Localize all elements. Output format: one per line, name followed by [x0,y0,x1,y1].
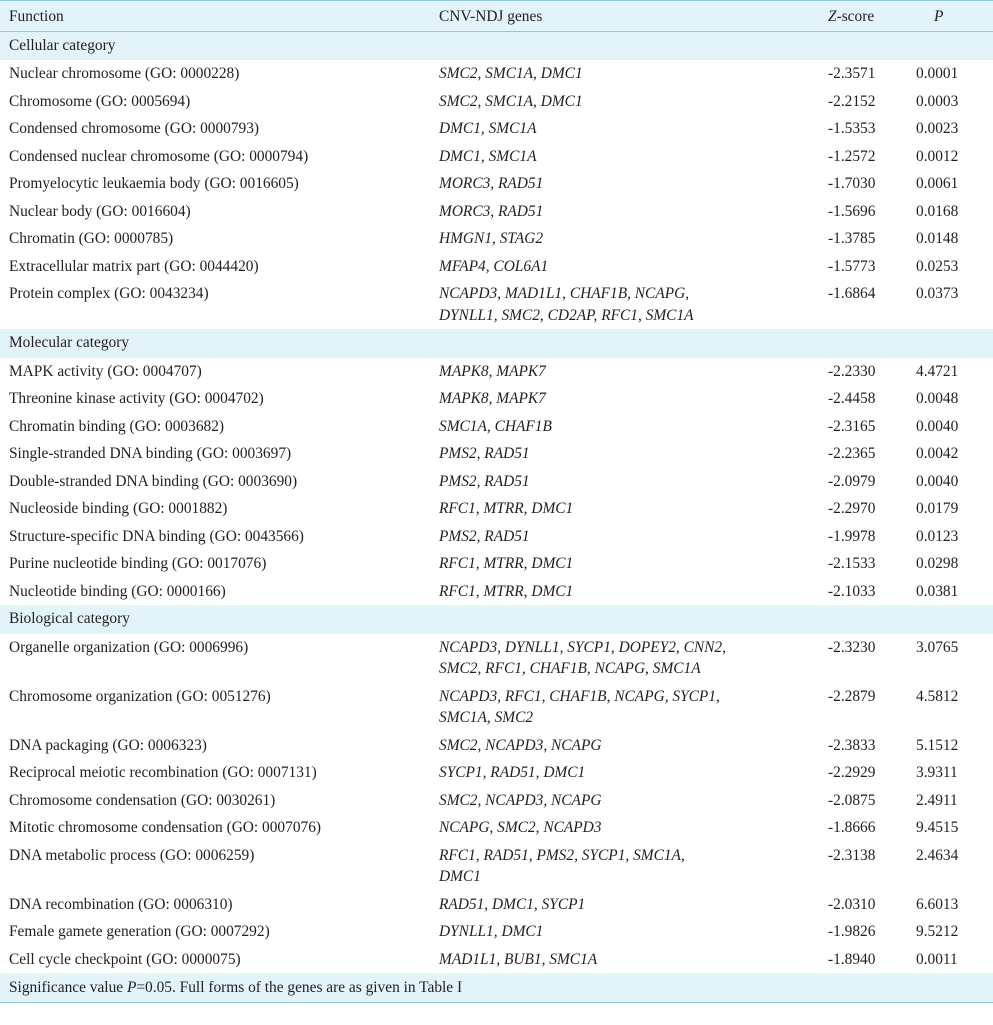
genes-cell [430,60,818,88]
header-genes: CNV-NDJ genes [430,1,818,32]
table-row [0,225,993,253]
p-value-cell: 6.6013 [916,895,959,913]
p-value-cell: 0.0040 [916,417,959,435]
zscore-cell: -2.0875 [828,791,876,809]
zscore-cell: -2.2970 [828,500,876,517]
genes-line: SMC2, NCAPD3, NCAPG [439,736,602,754]
table-row [0,143,993,171]
genes-line: SYCP1, RAD51, DMC1 [439,764,586,781]
p-value-cell: 0.0061 [916,175,959,192]
genes-cell [430,814,818,842]
genes-cell [430,253,818,281]
genes-line: RFC1, RAD51, PMS2, SYCP1, SMC1A, [439,846,685,864]
genes-cell [430,280,818,329]
genes-line: DMC1, SMC1A [439,120,537,137]
genes-cell [430,143,818,171]
header-function: Function [0,1,430,32]
genes-line: SMC2, NCAPD3, NCAPG [439,791,602,809]
genes-line: MAPK8, MAPK7 [439,362,546,380]
genes-line: PMS2, RAD51 [439,527,530,545]
p-value-cell: 0.0123 [916,527,959,545]
table-row [0,842,993,891]
p-value-cell: 4.4721 [916,362,959,380]
zscore-cell: -1.2572 [828,147,876,165]
genes-cell [430,578,818,606]
genes-line: MFAP4, COL6A1 [439,257,549,275]
function-cell: Chromatin (GO: 0000785) [9,230,174,247]
zscore-cell: -2.3571 [828,65,876,82]
function-cell: Structure-specific DNA binding (GO: 0043566) [9,527,304,545]
function-cell: Purine nucleotide binding (GO: 0017076) [9,555,267,572]
p-value-cell: 0.0040 [916,472,959,490]
table-row [0,170,993,198]
p-value-cell: 2.4911 [916,791,958,809]
function-cell: Chromosome condensation (GO: 0030261) [9,791,276,809]
genes-line: SMC2, SMC1A, DMC1 [439,92,583,110]
table-row [0,523,993,551]
function-cell: Chromosome organization (GO: 0051276) [9,687,271,705]
zscore-cell: -2.3833 [828,736,876,754]
function-cell: Nucleotide binding (GO: 0000166) [9,582,226,600]
table-row [0,634,993,683]
table-row [0,918,993,946]
zscore-cell: -2.2879 [828,687,876,705]
genes-cell [430,732,818,760]
genes-cell [430,523,818,551]
function-cell: Chromosome (GO: 0005694) [9,92,191,110]
zscore-cell: -1.6864 [828,285,876,302]
genes-line: RFC1, MTRR, DMC1 [439,555,574,572]
function-cell: Cell cycle checkpoint (GO: 0000075) [9,950,241,968]
p-value-cell: 5.1512 [916,736,959,754]
genes-line: NCAPD3, RFC1, CHAF1B, NCAPG, SYCP1, [439,687,720,705]
function-cell: Single-stranded DNA binding (GO: 0003697) [9,445,292,462]
genes-line: HMGN1, STAG2 [439,230,544,247]
genes-line: SMC1A, SMC2 [439,709,534,726]
genes-cell [430,634,818,683]
p-value-cell: 9.4515 [916,819,959,836]
function-cell: Mitotic chromosome condensation (GO: 0007076) [9,819,322,836]
genes-cell [430,358,818,386]
table-body [0,31,993,973]
genes-cell [430,225,818,253]
table-row [0,946,993,974]
header-p: P [914,1,993,32]
genes-line: NCAPD3, MAD1L1, CHAF1B, NCAPG, [439,285,690,302]
zscore-cell: -1.8666 [828,819,876,836]
genes-cell [430,170,818,198]
table-row [0,578,993,606]
genes-line: MORC3, RAD51 [439,175,544,192]
p-value-cell: 0.0003 [916,92,959,110]
genes-line: DYNLL1, DMC1 [439,923,544,940]
zscore-cell: -2.3230 [828,638,876,656]
genes-cell [430,440,818,468]
genes-line: MAPK8, MAPK7 [439,390,546,407]
p-value-cell: 4.5812 [916,687,959,705]
zscore-cell: -1.9978 [828,527,876,545]
p-value-cell: 0.0373 [916,285,959,302]
zscore-cell: -1.9826 [828,923,876,940]
table-row [0,413,993,441]
header-row [0,1,993,32]
function-cell: Condensed nuclear chromosome (GO: 0000794) [9,147,309,165]
genes-cell [430,468,818,496]
p-value-cell: 0.0011 [916,950,958,968]
table-row [0,385,993,413]
genes-cell [430,413,818,441]
p-value-cell: 9.5212 [916,923,959,940]
footnote-post: =0.05. Full forms of the genes are as given in Table I [136,979,463,996]
function-cell: Nucleoside binding (GO: 0001882) [9,500,228,517]
genes-line: SMC1A, CHAF1B [439,417,552,435]
zscore-cell: -1.3785 [828,230,876,247]
zscore-cell: -2.2365 [828,445,876,462]
table-row [0,60,993,88]
genes-line: RAD51, DMC1, SYCP1 [439,895,586,913]
table-row [0,253,993,281]
zscore-cell: -2.0979 [828,472,876,490]
genes-line: DMC1 [439,868,481,885]
function-cell: Nuclear chromosome (GO: 0000228) [9,65,240,82]
genes-cell [430,550,818,578]
table-row [0,891,993,919]
header-zscore-z: Z [828,8,837,25]
p-value-cell: 0.0048 [916,390,959,407]
function-cell: Protein complex (GO: 0043234) [9,285,209,302]
p-value-cell: 0.0042 [916,445,959,462]
zscore-cell: -2.3165 [828,417,876,435]
function-cell: DNA packaging (GO: 0006323) [9,736,207,754]
category-title: Biological category [0,605,993,634]
genes-cell [430,198,818,226]
zscore-cell: -1.7030 [828,175,876,192]
table-row [0,683,993,732]
table-row [0,814,993,842]
header-zscore [818,1,914,32]
function-cell: Chromatin binding (GO: 0003682) [9,417,225,435]
zscore-cell: -1.5696 [828,202,876,220]
genes-line: RFC1, MTRR, DMC1 [439,582,574,600]
p-value-cell: 3.9311 [916,764,958,781]
function-cell: DNA metabolic process (GO: 0006259) [9,846,255,864]
table-row [0,440,993,468]
p-value-cell: 0.0148 [916,230,959,247]
zscore-cell: -2.4458 [828,390,876,407]
function-cell: DNA recombination (GO: 0006310) [9,895,233,913]
function-cell: MAPK activity (GO: 0004707) [9,362,202,380]
table-row [0,280,993,329]
p-value-cell: 3.0765 [916,638,959,656]
footnote-pre: Significance value [9,979,127,996]
genes-line: SMC2, SMC1A, DMC1 [439,65,583,82]
p-value-cell: 0.0012 [916,147,959,165]
table-row [0,787,993,815]
genes-cell [430,88,818,116]
table-row [0,198,993,226]
genes-line: DYNLL1, SMC2, CD2AP, RFC1, SMC1A [439,306,694,324]
genes-line: PMS2, RAD51 [439,445,530,462]
function-cell: Promyelocytic leukaemia body (GO: 0016605) [9,175,299,192]
header-zscore-rest: -score [836,8,875,25]
function-cell: Extracellular matrix part (GO: 0044420) [9,257,259,275]
table-row [0,115,993,143]
p-value-cell: 0.0001 [916,65,959,82]
zscore-cell: -1.5773 [828,257,876,275]
zscore-cell: -1.5353 [828,120,876,137]
p-value-cell: 0.0179 [916,500,959,517]
genes-line: NCAPG, SMC2, NCAPD3 [439,819,602,836]
table-row [0,732,993,760]
p-value-cell: 0.0023 [916,120,959,137]
function-cell: Reciprocal meiotic recombination (GO: 0007131) [9,764,317,781]
category-row [0,605,993,634]
genes-cell [430,891,818,919]
table-footer [0,973,993,1002]
genes-line: DMC1, SMC1A [439,147,537,165]
function-cell: Threonine kinase activity (GO: 0004702) [9,390,264,407]
zscore-cell: -2.3138 [828,846,876,864]
zscore-cell: -2.2330 [828,362,876,380]
table-row [0,88,993,116]
genes-cell [430,759,818,787]
genes-line: NCAPD3, DYNLL1, SYCP1, DOPEY2, CNN2, [439,638,726,656]
category-title: Cellular category [0,31,993,60]
table-row [0,495,993,523]
function-cell: Condensed chromosome (GO: 0000793) [9,120,260,137]
genes-cell [430,946,818,974]
zscore-cell: -2.2929 [828,764,876,781]
zscore-cell: -2.0310 [828,895,876,913]
genes-line: RFC1, MTRR, DMC1 [439,500,574,517]
p-value-cell: 0.0168 [916,202,959,220]
zscore-cell: -2.1533 [828,555,876,572]
function-cell: Female gamete generation (GO: 0007292) [9,923,270,940]
table-row [0,550,993,578]
category-row [0,31,993,60]
genes-cell [430,683,818,732]
zscore-cell: -1.8940 [828,950,876,968]
genes-cell [430,115,818,143]
genes-cell [430,787,818,815]
footnote [0,973,993,1002]
p-value-cell: 0.0253 [916,257,959,275]
function-cell: Double-stranded DNA binding (GO: 0003690) [9,472,298,490]
table-row [0,468,993,496]
genes-cell [430,495,818,523]
zscore-cell: -2.2152 [828,92,876,110]
genes-line: MORC3, RAD51 [439,202,544,220]
p-value-cell: 0.0381 [916,582,959,600]
category-title: Molecular category [0,329,993,358]
category-row [0,329,993,358]
table-row [0,759,993,787]
genes-cell [430,918,818,946]
zscore-cell: -2.1033 [828,582,876,600]
function-cell: Organelle organization (GO: 0006996) [9,638,249,656]
genes-line: MAD1L1, BUB1, SMC1A [439,950,598,968]
table-row [0,358,993,386]
genes-line: PMS2, RAD51 [439,472,530,490]
p-value-cell: 0.0298 [916,555,959,572]
genes-cell [430,385,818,413]
function-cell: Nuclear body (GO: 0016604) [9,202,191,220]
p-value-cell: 2.4634 [916,846,959,864]
footnote-row [0,973,993,1002]
genes-cell [430,842,818,891]
table-header [0,1,993,32]
genes-line: SMC2, RFC1, CHAF1B, NCAPG, SMC1A [439,660,701,677]
footnote-p: P [126,979,137,996]
